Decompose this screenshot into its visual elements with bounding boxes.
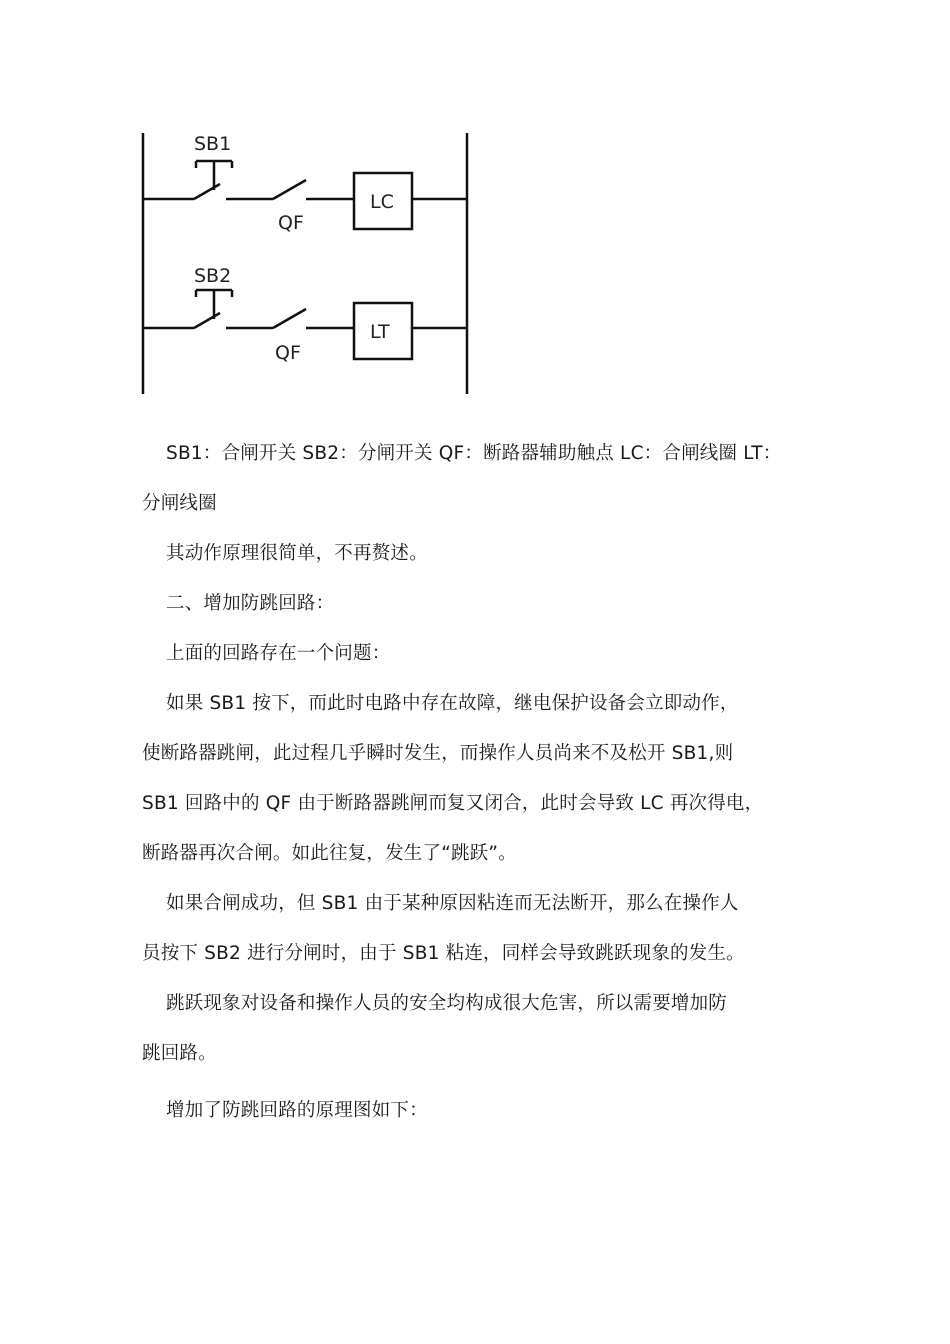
qf-label-bottom: QF — [275, 342, 301, 364]
rung-closing — [143, 161, 467, 229]
paragraph-6: 增加了防跳回路的原理图如下： — [166, 1100, 428, 1121]
legend-line-2: 分闸线圈 — [142, 493, 217, 514]
lt-coil-label: LT — [370, 321, 390, 343]
legend-line-1: SB1：合闸开关 SB2：分闸开关 QF：断路器辅助触点 LC：合闸线圈 LT： — [166, 443, 782, 464]
paragraph-3-line-2: 使断路器跳闸，此过程几乎瞬时发生，而操作人员尚来不及松开 SB1,则 — [142, 743, 734, 764]
sb2-label: SB2 — [194, 265, 232, 287]
paragraph-4-line-2: 员按下 SB2 进行分闸时，由于 SB1 粘连，同样会导致跳跃现象的发生。 — [142, 943, 745, 964]
paragraph-3-line-4: 断路器再次合闸。如此往复，发生了“跳跃”。 — [142, 843, 517, 864]
paragraph-2: 上面的回路存在一个问题： — [166, 643, 391, 664]
paragraph-1: 其动作原理很简单，不再赘述。 — [166, 543, 428, 564]
section-heading: 二、增加防跳回路： — [166, 593, 335, 614]
control-circuit-diagram — [136, 128, 476, 400]
qf-label-top: QF — [278, 212, 304, 234]
paragraph-5-line-1: 跳跃现象对设备和操作人员的安全均构成很大危害，所以需要增加防 — [166, 993, 728, 1014]
lc-coil-label: LC — [370, 191, 394, 213]
paragraph-4-line-1: 如果合闸成功，但 SB1 由于某种原因粘连而无法断开，那么在操作人 — [166, 893, 739, 914]
paragraph-3-line-1: 如果 SB1 按下，而此时电路中存在故障，继电保护设备会立即动作， — [166, 693, 739, 714]
paragraph-3-line-3: SB1 回路中的 QF 由于断路器跳闸而复又闭合，此时会导致 LC 再次得电， — [142, 793, 764, 814]
rung-tripping — [143, 290, 467, 359]
paragraph-5-line-2: 跳回路。 — [142, 1043, 217, 1064]
sb1-label: SB1 — [194, 133, 232, 155]
